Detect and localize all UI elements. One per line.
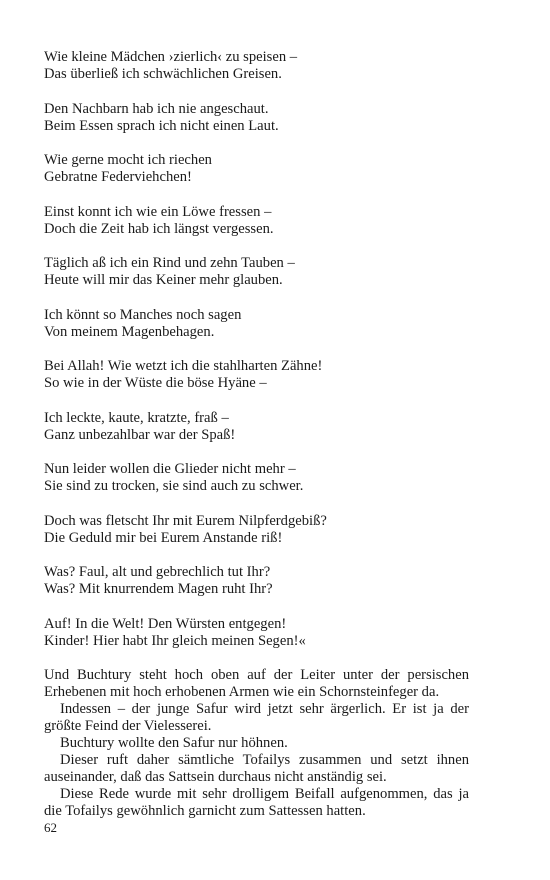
verse-line: Was? Faul, alt und gebrechlich tut Ihr? — [44, 564, 271, 580]
verse-line: Doch die Zeit hab ich längst vergessen. — [44, 220, 274, 237]
stanza — [44, 152, 469, 186]
page-body — [44, 49, 469, 820]
stanza — [44, 49, 469, 83]
stanza — [44, 255, 469, 289]
stanza — [44, 410, 469, 444]
verse-line: Beim Essen sprach ich nicht einen Laut. — [44, 117, 279, 134]
stanza — [44, 101, 469, 135]
verse-line: Nun leider wollen die Glieder nicht mehr – — [44, 461, 296, 477]
stanza — [44, 307, 469, 341]
paragraph: Indessen – der junge Safur wird jetzt sehr ärgerlich. Er ist ja der größte Feind der Vielesserei. — [44, 701, 469, 734]
verse-line: Bei Allah! Wie wetzt ich die stahlharten Zähne! — [44, 358, 323, 374]
stanza — [44, 461, 469, 495]
stanza — [44, 204, 469, 238]
verse-line: So wie in der Wüste die böse Hyäne – — [44, 375, 267, 391]
verse-line: Ich leckte, kaute, kratzte, fraß – — [44, 409, 229, 426]
verse-line: Einst konnt ich wie ein Löwe fressen – — [44, 203, 272, 220]
verse-line: Wie kleine Mädchen ›zierlich‹ zu speisen – — [44, 49, 298, 65]
verse-line: Kinder! Hier habt Ihr gleich meinen Segen!« — [44, 632, 306, 649]
verse-line: Heute will mir das Keiner mehr glauben. — [44, 272, 283, 288]
verse-line: Gebratne Federviehchen! — [44, 169, 192, 185]
stanza — [44, 564, 469, 598]
verse-line: Täglich aß ich ein Rind und zehn Tauben – — [44, 255, 295, 271]
paragraph: Buchtury wollte den Safur nur höhnen. — [60, 735, 288, 751]
verse-line: Das überließ ich schwächlichen Greisen. — [44, 66, 282, 82]
verse-line: Wie gerne mocht ich riechen — [44, 152, 212, 168]
stanza — [44, 358, 469, 392]
stanza — [44, 513, 469, 547]
page-number: 62 — [44, 820, 57, 835]
verse-line: Sie sind zu trocken, sie sind auch zu schwer. — [44, 478, 304, 494]
verse-line: Was? Mit knurrendem Magen ruht Ihr? — [44, 581, 273, 597]
stanza — [44, 616, 469, 650]
paragraph: Dieser ruft daher sämtliche Tofailys zusammen und setzt ihnen auseinander, daß das Sattsein durchaus nicht anständig sei. — [44, 752, 469, 785]
verse-line: Von meinem Magenbehagen. — [44, 323, 215, 340]
paragraph: Und Buchtury steht hoch oben auf der Leiter unter der persischen Erhebenen mit hoch erhobenen Armen wie ein Schornsteinfeger da. — [44, 667, 469, 700]
paragraph: Diese Rede wurde mit sehr drolligem Beifall aufgenommen, das ja die Tofailys gewöhnlich garnicht zum Sattessen hatten. — [44, 786, 469, 819]
prose-section — [44, 667, 469, 820]
poem — [44, 49, 469, 650]
verse-line: Den Nachbarn hab ich nie angeschaut. — [44, 100, 269, 117]
verse-line: Ich könnt so Manches noch sagen — [44, 306, 242, 323]
verse-line: Ganz unbezahlbar war der Spaß! — [44, 426, 236, 443]
verse-line: Doch was fletscht Ihr mit Eurem Nilpferdgebiß? — [44, 512, 327, 529]
verse-line: Die Geduld mir bei Eurem Anstande riß! — [44, 529, 283, 546]
verse-line: Auf! In die Welt! Den Würsten entgegen! — [44, 615, 287, 632]
